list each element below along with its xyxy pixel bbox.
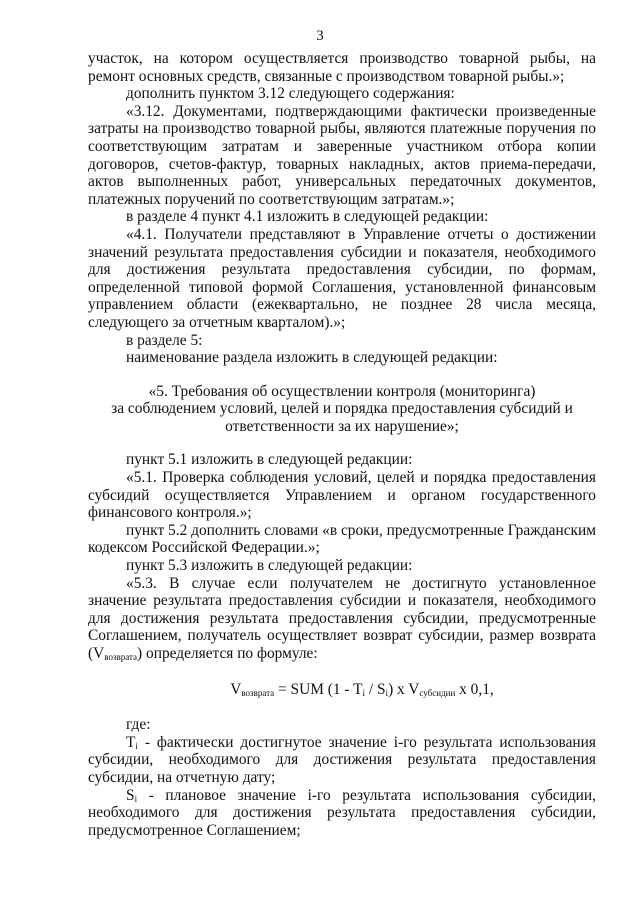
s-definition-text: - плановое значение i-го результата использования субсидии, необходимого для достижения результата предоставления субсидии, предусмотренное Соглашением; [88,786,596,839]
formula-tail: x 0,1, [455,680,494,698]
paragraph-5-3-text: «5.3. В случае если получателем не достигнуто установленное значение результата предоставления субсидии и показателя, необходимого для достижения результата предоставления субсидии, предусмотренные Соглашением, получатель осуществляет возврат субсидии, размер возврата (V [88,574,596,662]
paragraph-4-1: «4.1. Получатели представляют в Управление отчеты о достижении значений результата предоставления субсидии и показателя, необходимого для достижения результата предоставления субсидии, по формам, определенной типовой формой Соглашения, установленной финансовым управлением области (ежеквартально, не позднее 28 числа месяца, следующего за отчетным кварталом).»; [88,225,596,331]
t-symbol: T [126,733,136,751]
s-symbol: S [126,786,135,804]
paragraph-7: наименование раздела изложить в следующей редакции: [126,349,498,367]
paragraph-1: участок, на котором осуществляется производство товарной рыбы, на ремонт основных средств, связанные с производством товарной рыбы.»; [88,50,596,85]
formula-lhs: V [230,680,242,698]
formula-eq: = SUM (1 - T [274,680,363,698]
formula-mid: ) x V [388,680,420,698]
paragraph-2: дополнить пунктом 3.12 следующего содержания: [126,85,455,103]
formula-lhs-sub: возврата [241,687,275,698]
section-5-title [88,383,596,436]
t-symbol-sub: i [135,740,138,751]
document-body [88,50,596,839]
t-definition-text: - фактически достигнутое значение i-го результата использования субсидии, необходимого для достижения результата предоставления субсидии, на отчетную дату; [88,733,596,786]
formula-v-sub: субсидии [419,687,456,698]
where-label: где: [126,716,151,734]
paragraph-5-3 [88,575,596,663]
section-title-line-1: «5. Требования об осуществлении контроля (мониторинга) [148,382,536,400]
paragraph-3-12: «3.12. Документами, подтверждающими фактически произведенные затраты на производство товарной рыбы, являются платежные поручения по соответствующим затратам и заверенные участником отбора копии договоров, счетов-фактур, товарных накладных, актов приема-передачи, актов выполненных работ, универсальных передаточных документов, платежных поручений по соответствующим затратам.»; [88,102,596,208]
paragraph-11: пункт 5.3 изложить в следующей редакции: [126,557,413,575]
formula-slash: / S [365,680,386,698]
paragraph-5-3-tail: ) определяется по формуле: [137,645,318,662]
section-title-line-2: за соблюдением условий, целей и порядка предоставления субсидий и [111,400,573,418]
paragraph-5-1: «5.1. Проверка соблюдения условий, целей и порядка предоставления субсидий осуществляется Управлением и органом государственного финансового контроля.»; [88,469,596,522]
paragraph-4: в разделе 4 пункт 4.1 изложить в следующей редакции: [126,208,489,226]
section-title-line-3: ответственности за их нарушение»; [225,417,459,435]
s-symbol-sub: i [134,793,138,804]
return-formula [128,681,596,699]
t-definition [88,734,596,787]
s-definition [88,787,596,840]
paragraph-6: в разделе 5: [126,331,203,349]
paragraph-8: пункт 5.1 изложить в следующей редакции: [126,451,413,469]
formula-s-sub: i [385,687,389,698]
formula-t-sub: i [362,687,366,698]
paragraph-5-2: пункт 5.2 дополнить словами «в сроки, предусмотренные Гражданским кодексом Российской Федерации.»; [88,521,596,557]
page-number: 3 [316,28,324,44]
v-return-subscript: возврата [104,652,138,662]
